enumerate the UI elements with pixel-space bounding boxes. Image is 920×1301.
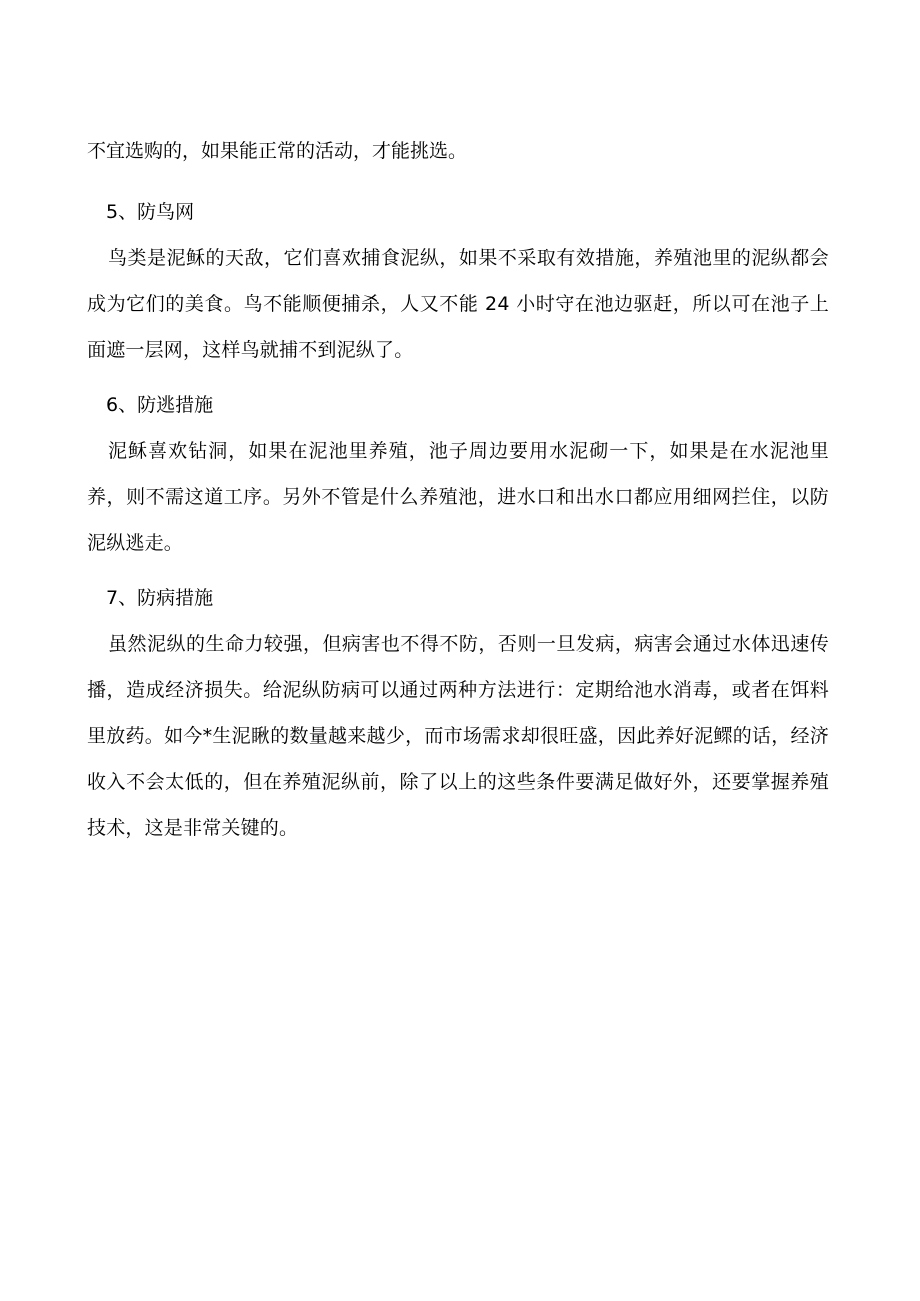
section-body-6: 泥稣喜欢钻洞，如果在泥池里养殖，池子周边要用水泥砌一下，如果是在水泥池里养，则不需这道工序。另外不管是什么养殖池，进水口和出水口都应用细网拦住，以防泥纵逃走。 [87, 440, 829, 554]
section-heading-7: 7、防病措施 [106, 587, 214, 609]
section-body-7: 虽然泥纵的生命力较强，但病害也不得不防，否则一旦发病，病害会通过水体迅速传播，造成经济损失。给泥纵防病可以通过两种方法进行：定期给池水消毒，或者在饵料里放药。如今*生泥瞅的数量越来越少，而市场需求却很旺盛，因此养好泥鳏的话，经济收入不会太低的，但在养殖泥纵前，除了以上的这些条件要满足做好外，还要掌握养殖技术，这是非常关键的。 [87, 633, 829, 839]
spacer [87, 174, 829, 180]
section-body-5: 鸟类是泥稣的天敌，它们喜欢捕食泥纵，如果不采取有效措施，养殖池里的泥纵都会成为它们的美食。鸟不能顺便捕杀，人又不能 24 小时守在池边驱赶，所以可在池子上面遮一层网，这样鸟就捕不到泥纵了。 [87, 247, 829, 361]
document-page [87, 128, 829, 851]
section-heading-6: 6、防逃措施 [106, 394, 214, 416]
section-heading-5: 5、防鸟网 [106, 201, 195, 223]
intro-paragraph: 不宜选购的，如果能正常的活动，才能挑选。 [87, 140, 468, 162]
